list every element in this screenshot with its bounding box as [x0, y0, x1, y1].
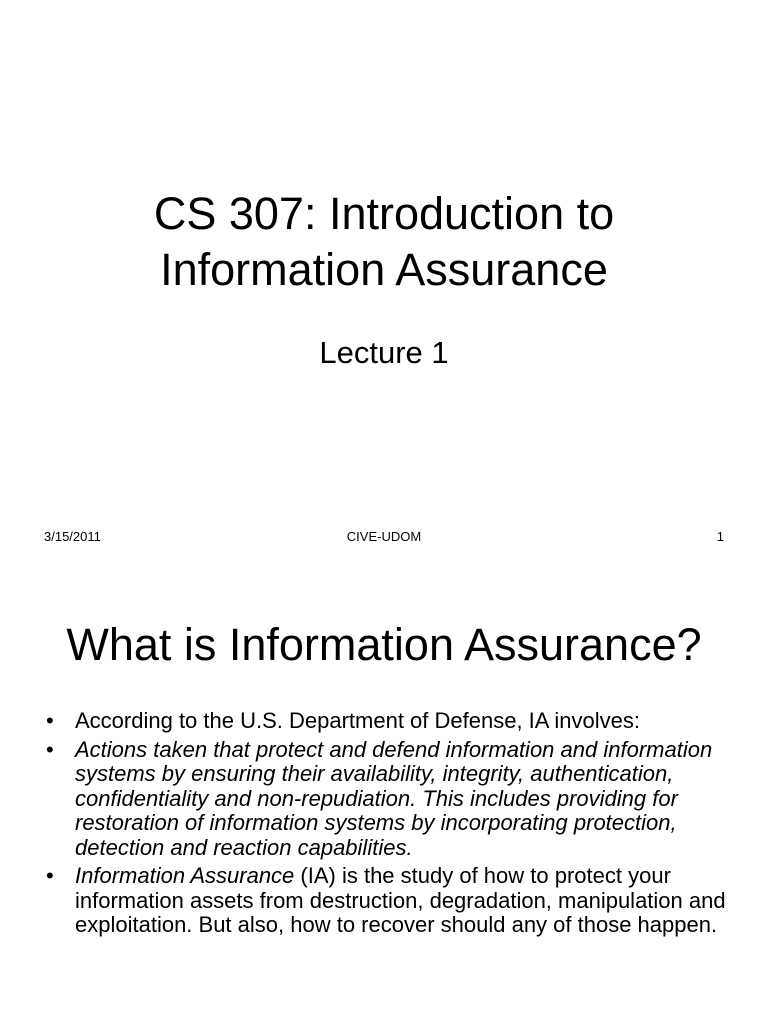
bullet-text-quote: Actions taken that protect and defend information and information systems by ensuring their availability, integrity, authentication, confidentiality and non-repudiation. This includes providing for restoration of information systems by incorporating protection, detection and reaction capabilities. [75, 736, 713, 860]
footer-date: 3/15/2011 [44, 529, 101, 544]
bullet-item [46, 864, 746, 938]
slide-2 [0, 560, 768, 1024]
bullet-list [46, 709, 746, 942]
slide-title [0, 186, 768, 298]
bullet-icon: • [46, 863, 54, 888]
slide-subtitle: Lecture 1 [319, 335, 449, 370]
bullet-text: (IA) is the study of how to protect your information assets from destruction, degradation, manipulation and exploitation. But also, how to recover should any of those happen. [75, 863, 726, 937]
bullet-icon: • [46, 708, 54, 733]
slide-title: What is Information Assurance? [66, 619, 702, 670]
footer-page-number: 1 [716, 529, 724, 544]
bullet-item [46, 709, 746, 734]
bullet-text: According to the U.S. Department of Defense, IA involves: [75, 708, 640, 733]
bullet-icon: • [46, 736, 54, 762]
footer-organization: CIVE-UDOM [346, 529, 422, 544]
slide-title-line-2: Information Assurance [160, 244, 608, 295]
bullet-item [46, 738, 746, 861]
bullet-term: Information Assurance [75, 863, 295, 888]
slide-title-line-1: CS 307: Introduction to [153, 188, 615, 239]
